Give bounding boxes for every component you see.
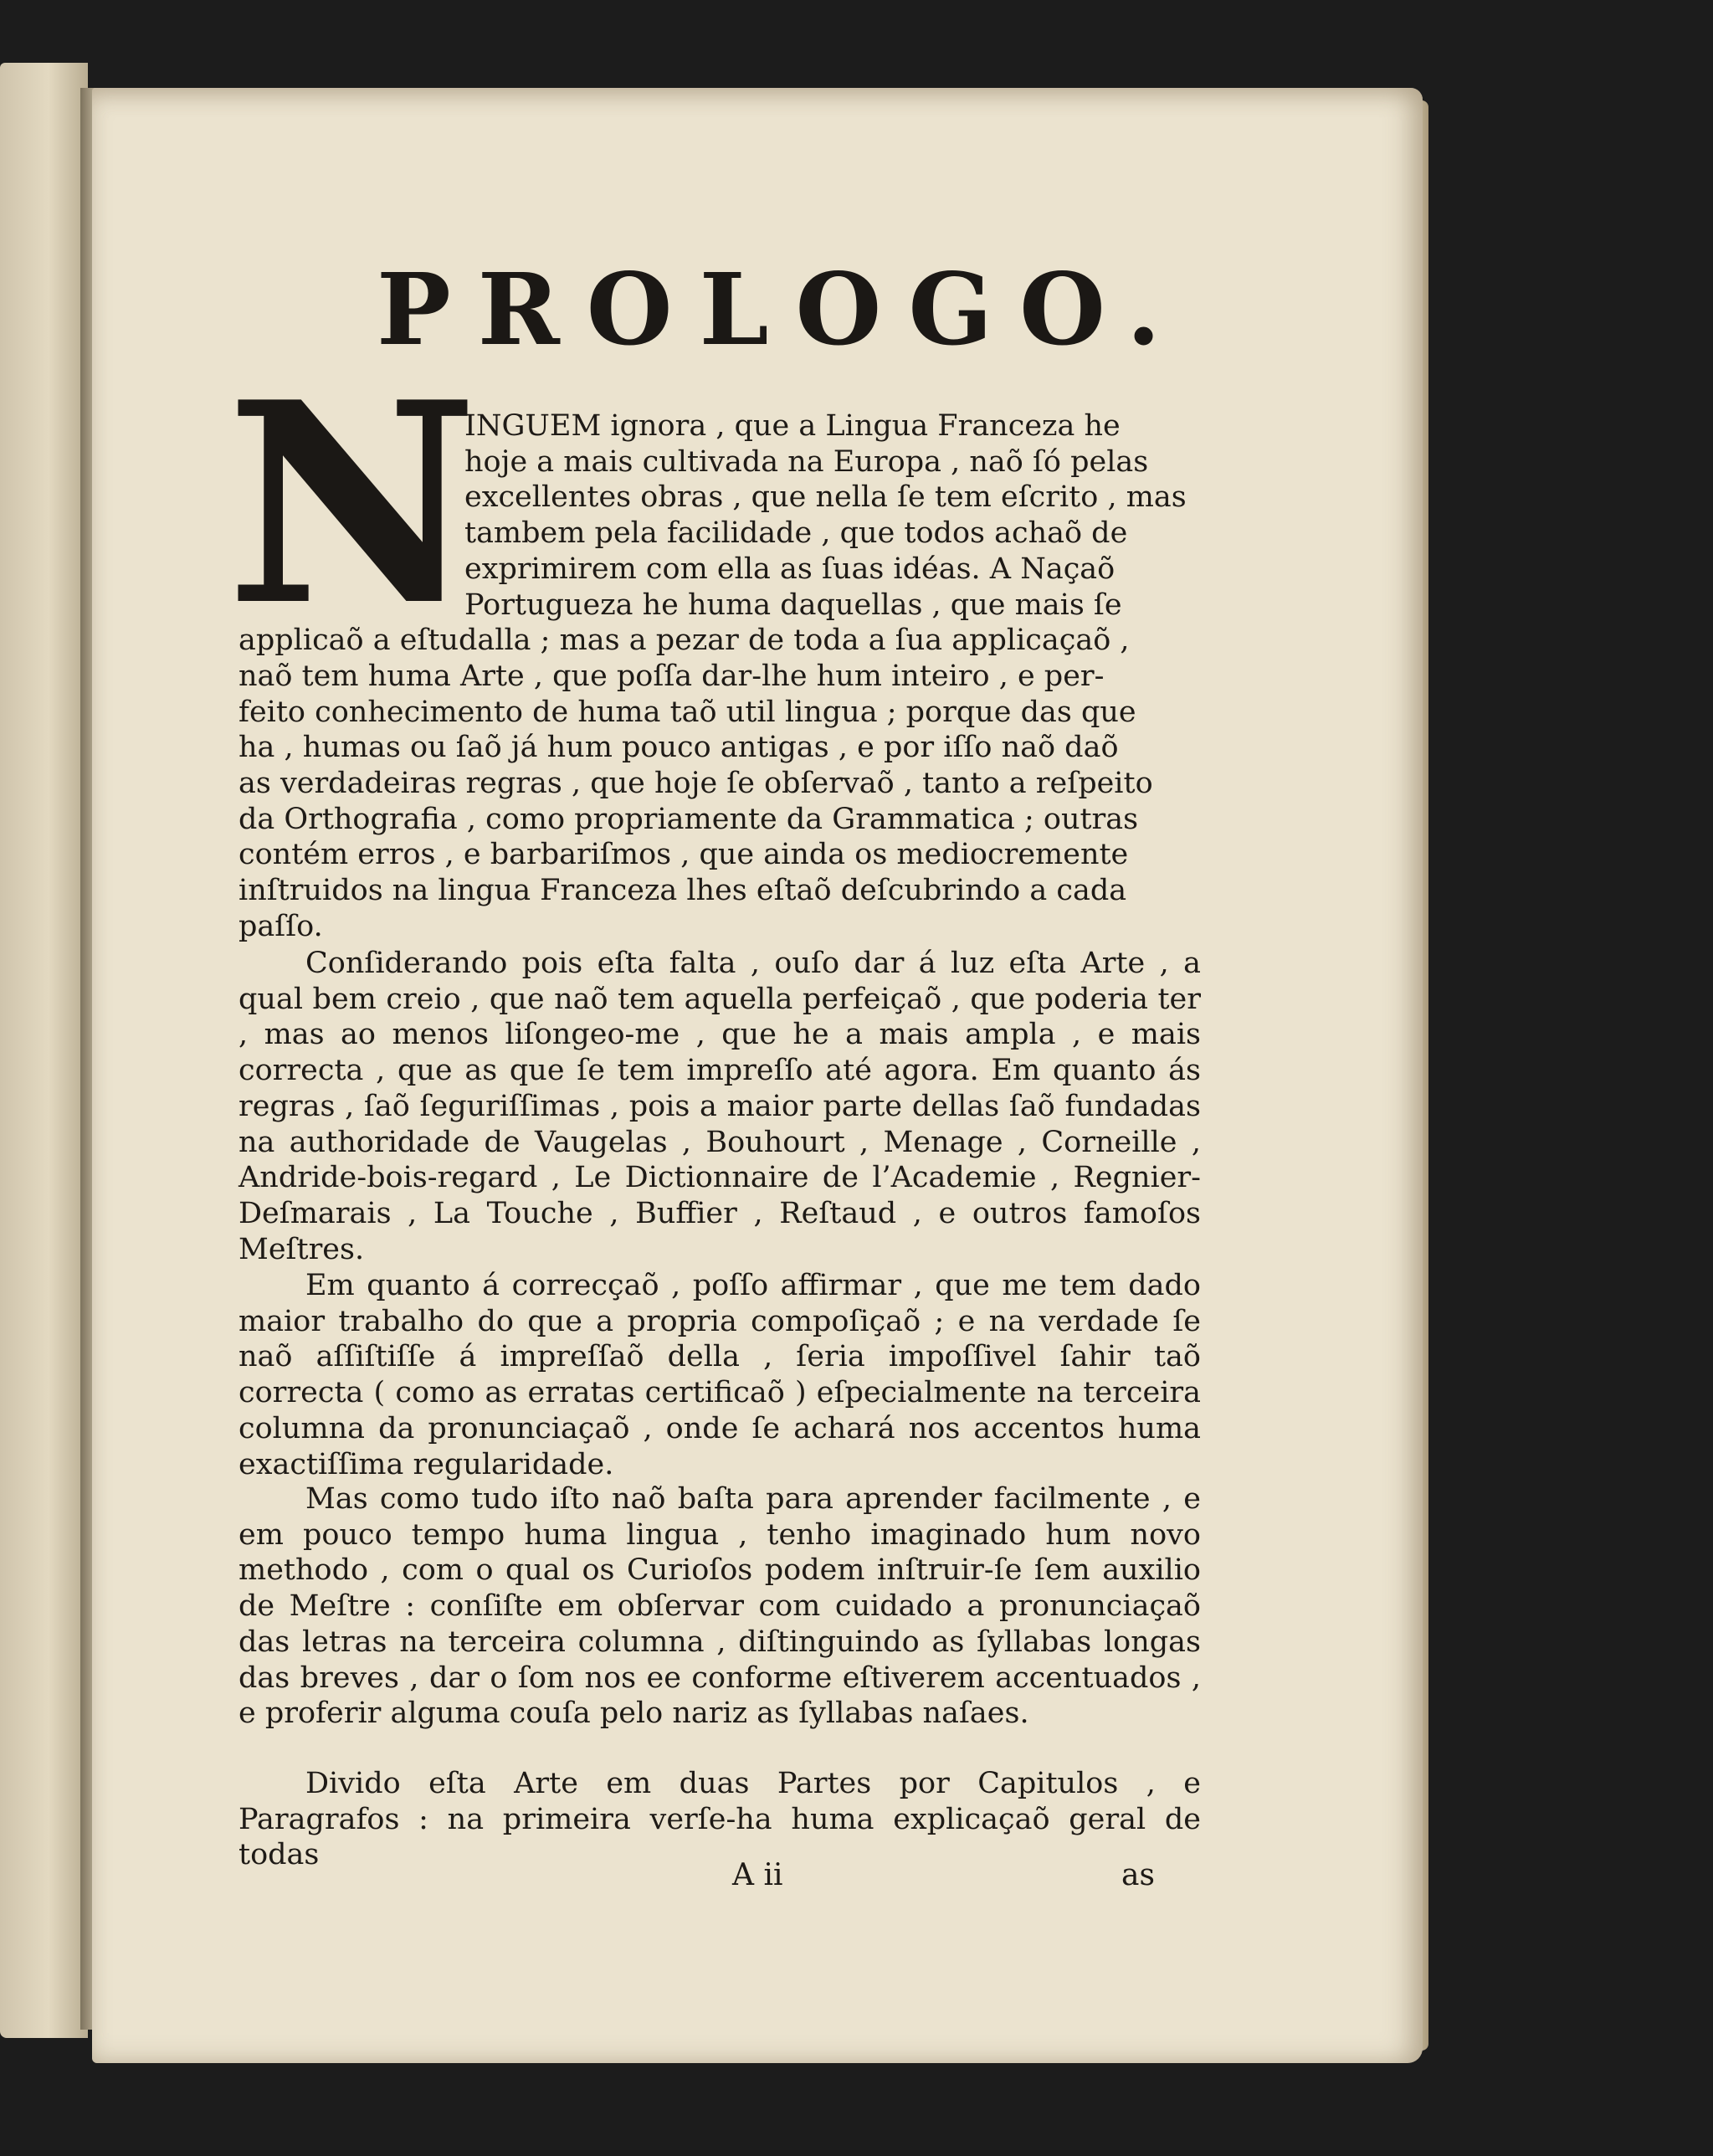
text-line: excellentes obras , que nella ſe tem eſcrito , mas bbox=[464, 480, 1187, 515]
paragraph-5: Divido eſta Arte em duas Partes por Capitulos , e Paragrafos : na primeira verſe-ha huma explicaçaõ geral de todas bbox=[238, 1767, 1201, 1872]
page-title: PROLOGO. bbox=[377, 251, 1188, 367]
drop-cap-initial: N bbox=[226, 341, 479, 666]
text-line: INGUEM ignora , que a Lingua Franceza he bbox=[464, 409, 1121, 443]
catchword: as bbox=[1121, 1858, 1155, 1892]
facing-page-edge bbox=[0, 63, 88, 2038]
paragraph-4: Mas como tudo iſto naõ baſta para aprender facilmente , e em pouco tempo huma lingua , tenho imaginado hum novo methodo , com o qual os Curioſos podem inſtruir-ſe ſem auxilio de Meſtre : conſiſte em obſervar com cuidado a pronunciaçaõ das letras na terceira columna , diſtinguindo as ſyllabas longas das breves , dar o ſom nos ee conforme eſtiverem accentuados , e proferir alguma couſa pelo nariz as ſyllabas naſaes. bbox=[238, 1482, 1201, 1731]
text-line: da Orthografia , como propriamente da Grammatica ; outras bbox=[238, 802, 1139, 836]
text-line: tambem pela facilidade , que todos achaõ de bbox=[464, 516, 1128, 551]
text-line: paſſo. bbox=[238, 909, 323, 943]
text-line: naõ tem huma Arte , que poſſa dar-lhe hum inteiro , e per- bbox=[238, 659, 1105, 693]
text-line: exprimirem com ella as ſuas idéas. A Naçaõ bbox=[464, 552, 1116, 586]
paragraph-1 bbox=[238, 408, 1201, 945]
text-line: hoje a mais cultivada na Europa , naõ ſó pelas bbox=[464, 444, 1149, 479]
paragraph-2: Conſiderando pois eſta falta , ouſo dar á luz eſta Arte , a qual bem creio , que naõ tem aquella perfeiçaõ , que poderia ter , mas ao menos liſongeo-me , que he a mais ampla , e mais correcta , que as que ſe tem impreſſo até agora. Em quanto ás regras , ſaõ ſeguriſſimas , pois a maior parte dellas ſaõ fundadas na authoridade de Vaugelas , Bouhourt , Menage , Corneille , Andride-bois-regard , Le Dictionnaire de l’Academie , Regnier-Deſmarais , La Touche , Buffier , Reſtaud , e outros famoſos Meſtres. bbox=[238, 947, 1201, 1266]
text-line: Portugueza he huma daquellas , que mais ſe bbox=[464, 588, 1122, 622]
text-line: feito conhecimento de huma taõ util lingua ; porque das que bbox=[238, 695, 1136, 729]
text-line: as verdadeiras regras , que hoje ſe obſervaõ , tanto a reſpeito bbox=[238, 767, 1153, 801]
text-line: inſtruidos na lingua Franceza lhes eſtaõ deſcubrindo a cada bbox=[238, 874, 1127, 908]
text-line: contém erros , e barbariſmos , que ainda os mediocremente bbox=[238, 838, 1129, 872]
paragraph-3: Em quanto á correcçaõ , poſſo affirmar , que me tem dado maior trabalho do que a propria compoſiçaõ ; e na verdade ſe naõ aſſiſtiſſe á impreſſaõ della , ſeria impoſſivel ſahir taõ correcta ( como as erratas certificaõ ) eſpecialmente na terceira columna da pronunciaçaõ , onde ſe achará nos accentos huma exactiſſima regularidade. bbox=[238, 1269, 1201, 1481]
text-line: applicaõ a eſtudalla ; mas a pezar de toda a ſua applicaçaõ , bbox=[238, 624, 1130, 658]
signature-mark: A ii bbox=[732, 1858, 783, 1892]
text-line: ha , humas ou ſaõ já hum pouco antigas , e por iſſo naõ daõ bbox=[238, 731, 1119, 765]
